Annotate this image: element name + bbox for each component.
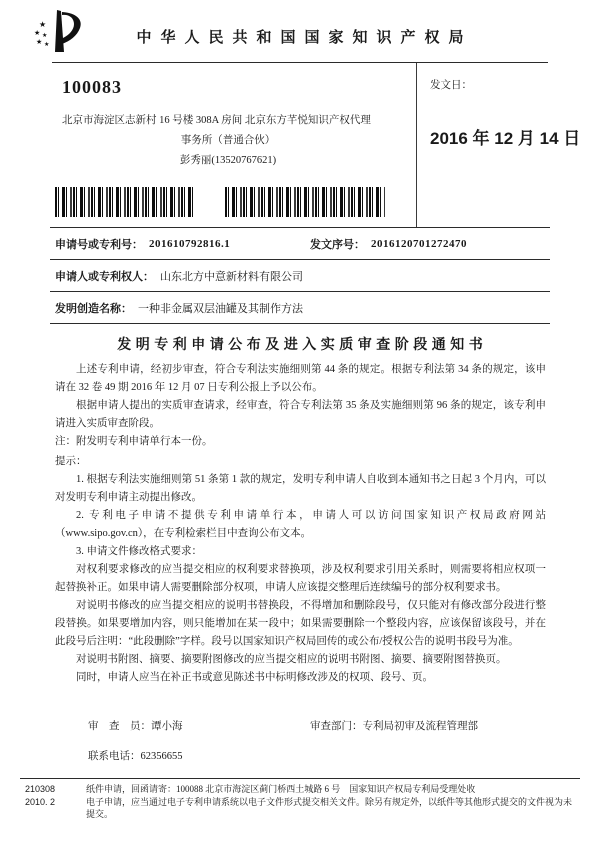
examiner-name: 谭小海 <box>151 721 183 732</box>
notice-body <box>0 354 600 451</box>
application-number-label: 申请号或专利号： <box>55 238 143 251</box>
svg-text:★: ★ <box>34 29 41 37</box>
tips-item: 3. 申请文件修改格式要求： <box>76 546 202 557</box>
department-field <box>310 718 478 733</box>
invention-title-value: 一种非金属双层油罐及其制作方法 <box>138 302 303 315</box>
form-code: 210308 <box>25 784 56 794</box>
form-version: 2010. 2 <box>25 796 56 807</box>
examiner-field <box>88 718 183 733</box>
examiner-label: 审 查 员： <box>88 721 151 732</box>
department-name: 专利局初审及流程管理部 <box>362 721 478 732</box>
attachment-note: 注：附发明专利申请单行本一份。 <box>55 436 213 447</box>
dispatch-date-label: 发文日： <box>430 80 472 91</box>
footer-form-codes <box>20 783 86 821</box>
barcode-application-number <box>55 187 195 217</box>
tips-item: 2. 专利电子申请不提供专利申请单行本，申请人可以访问国家知识产权局政府网站（www.sipo.gov.cn），在专利检索栏目中查询公布文本。 <box>55 510 546 539</box>
barcode-dispatch-number <box>225 187 385 217</box>
recipient-name: 彭秀丽(13520767621) <box>179 155 277 166</box>
tips-item: 对说明书修改的应当提交相应的说明书替换段，不得增加和删除段号，仅只能对有修改部分段进行整段替换。如果要增加内容，则只能增加在某一段中；如果需要删除一个整段内容，应该保留该段号，并在此段号后注明：“此段删除”字样。段号以国家知识产权局回传的或公布/授权公告的说明书段号为准。 <box>55 600 546 647</box>
tips-item: 对说明书附图、摘要、摘要附图修改的应当提交相应的说明书附图、摘要、摘要附图替换页。 <box>76 654 507 665</box>
dispatch-date-stamp: 2016 年 12 月 14 日 <box>430 129 581 148</box>
table-row-invention <box>50 292 550 324</box>
address-line-1: 北京市海淀区志新村 16 号楼 308A 房间 北京东方芊悦知识产权代理 <box>62 115 371 126</box>
svg-text:★: ★ <box>44 42 50 48</box>
tips-item: 对权利要求修改的应当提交相应的权利要求替换项，涉及权利要求引用关系时，则需要将相应权项一起替换补正。如果申请人需要删除部分权项，申请人应该提交整理后连续编号的部分权利要求书。 <box>55 564 546 593</box>
mailing-address <box>62 111 394 171</box>
applicant-value: 山东北方中意新材料有限公司 <box>160 270 303 283</box>
application-number-value: 201610792816.1 <box>149 237 231 250</box>
office-name: 中华人民共和国国家知识产权局 <box>136 30 473 46</box>
phone-number: 62356655 <box>140 751 183 762</box>
mailing-block <box>0 63 600 227</box>
notice-title: 发明专利申请公布及进入实质审查阶段通知书 <box>117 338 488 353</box>
barcode-row <box>62 187 416 217</box>
tips-item: 同时，申请人应当在补正书或意见陈述书中标明修改涉及的权项、段号、页。 <box>76 672 433 683</box>
document-footer <box>20 778 580 821</box>
tips-section <box>0 451 600 687</box>
body-paragraph: 根据申请人提出的实质审查请求，经审查，符合专利法第 35 条及实施细则第 96 条的规定，该专利申请进入实质审查阶段。 <box>55 400 546 429</box>
header-divider <box>52 62 548 63</box>
applicant-label: 申请人或专利权人： <box>55 270 154 283</box>
contact-phone-row <box>0 748 600 766</box>
mailing-address-area <box>0 63 416 227</box>
body-paragraph: 上述专利申请，经初步审查，符合专利法实施细则第 44 条的规定。根据专利法第 34 条的规定，该申请在 32 卷 49 期 2016 年 12 月 07 日专利公报上予以公布。 <box>55 364 546 393</box>
tips-heading: 提示： <box>55 456 87 467</box>
electronic-filing-instruction: 电子申请，应当通过电子专利申请系统以电子文件形式提交相关文件。除另有规定外，以纸件等其他形式提交的文件视为未提交。 <box>86 796 573 819</box>
reference-table <box>50 227 550 324</box>
tips-item: 1. 根据专利法实施细则第 51 条第 1 款的规定，发明专利申请人自收到本通知书之日起 3 个月内，可以对发明专利申请主动提出修改。 <box>55 474 546 503</box>
table-row-numbers <box>50 228 550 260</box>
signoff-row <box>0 718 600 736</box>
application-number-cell <box>55 236 310 252</box>
address-line-2: 事务所（普通合伙） <box>180 135 276 146</box>
document-header <box>0 0 600 63</box>
dispatch-date-area <box>416 63 600 227</box>
table-row-applicant <box>50 260 550 292</box>
svg-text:★: ★ <box>36 38 43 46</box>
svg-text:★: ★ <box>42 33 48 39</box>
invention-title-label: 发明创造名称： <box>55 302 132 315</box>
dispatch-number-value: 2016120701272470 <box>371 237 467 250</box>
svg-text:★: ★ <box>39 20 47 29</box>
phone-field <box>88 748 183 763</box>
footer-instructions <box>86 783 580 821</box>
department-label: 审查部门： <box>310 721 363 732</box>
phone-label: 联系电话： <box>88 751 141 762</box>
dispatch-number-cell <box>310 236 467 252</box>
postal-code: 100083 <box>62 77 122 97</box>
paper-filing-instruction: 纸件申请，回函请寄：100088 北京市海淀区蓟门桥西土城路 6 号 国家知识产权局专利局受理处收 <box>86 784 476 794</box>
dispatch-number-label: 发文序号： <box>310 238 365 251</box>
